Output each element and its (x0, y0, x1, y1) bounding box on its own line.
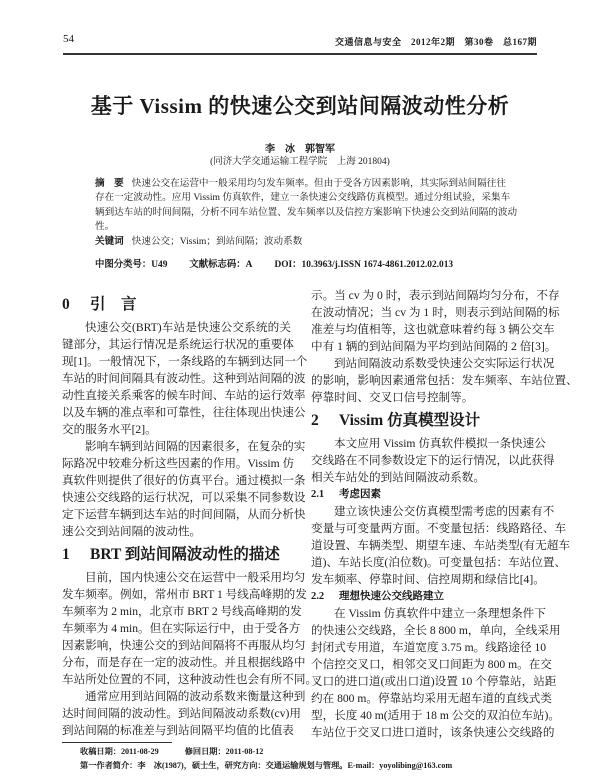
text-line: 在 Vissim 仿真软件中建立一条理想条件下 (334, 607, 546, 620)
received-date: 收稿日期：2011-08-29 (80, 747, 159, 756)
paragraph (311, 503, 570, 588)
section-number: 2.2 (311, 591, 325, 602)
author-bio: 第一作者简介：李 冰(1987)，硕士生，研究方向：交通运输规划与管理。E-mail：yoyolibing@163.com (80, 760, 453, 770)
text-line: 分布，而是存在一定的波动性。并且根据线路中 (62, 656, 306, 669)
abstract (95, 177, 518, 249)
text-line: 真软件则提供了很好的仿真平台。通过模拟一条 (62, 474, 306, 487)
journal-header: 交通信息与安全 2012年2期 第30卷 总167期 (334, 37, 537, 47)
text-line: 车站位于交叉口进口道时，该条快速公交线路的 (311, 726, 555, 739)
section-heading (62, 544, 291, 566)
text-line: 本文应用 Vissim 仿真软件模拟一条快速公 (334, 437, 546, 450)
text-line: 的快速公交线路，全长 8 800 m，单向，全线采用 (311, 624, 561, 637)
section-number: 1 (62, 546, 70, 563)
doc-code: 文献标志码：A (189, 260, 253, 270)
keywords (95, 235, 505, 249)
revised-date: 修回日期：2011-08-12 (184, 747, 264, 756)
text-line: 车站的时间间隔具有波动性。这种到站间隔的波 (62, 372, 306, 385)
section-heading (62, 294, 291, 316)
text-line: 以及车辆的准点率和可靠性，往往体现出快速公 (62, 406, 306, 419)
abstract-line: 辆到达车站的时间间隔，分析不同车站位置、发车频率以及信控方案影响下快速公交到站间隔的波动 (95, 206, 518, 218)
text-line: 示。当 cv 为 0 时，表示到站间隔均匀分布，不存 (311, 289, 560, 302)
section-number: 2 (311, 412, 319, 429)
text-line: 发车频率。例如，常州市 BRT 1 号线高峰期的发 (62, 588, 307, 601)
text-line: 快速公交(BRT)车站是快速公交系统的关 (85, 321, 291, 334)
text-line: 道设置、车辆类型、期望车速、车站类型(有无超车 (311, 539, 570, 552)
footnote-rule (62, 742, 172, 743)
abstract-line (95, 177, 505, 191)
paragraph (62, 319, 308, 438)
section-heading (311, 486, 540, 503)
paragraph (311, 435, 555, 486)
header-rule (63, 53, 537, 55)
text-line: 型，长度 40 m(适用于 18 m 公交的双泊位车站)。 (311, 709, 560, 722)
keywords-text: 快速公交；Vissim；到站间隔；波动系数 (131, 235, 303, 247)
text-line: 中有 1 辆的到站间隔为平均到站间隔的 2 倍[3]。 (311, 340, 557, 353)
text-line: 到站间隔波动系数受快速公交实际运行状况 (334, 357, 555, 370)
text-line: 车站所处位置的不同，这种波动性也会有所不同。 (62, 673, 318, 686)
text-line: 叉口的进口道(或出口道)设置 10 个停靠站，站距 (311, 675, 557, 688)
text-line: 快速公交线路的运行状况，可以采集不同参数设 (62, 491, 306, 504)
text-line: 道)、车站长度(泊位数)。可变量包括：车站位置、 (311, 556, 567, 569)
classification-info (95, 256, 475, 270)
page-number: 54 (63, 33, 74, 45)
text-line: 在波动情况；当 cv 为 1 时，则表示到站间隔的标 (311, 306, 560, 319)
section-title: 理想快速公交线路建立 (339, 591, 444, 602)
paragraph (62, 688, 306, 739)
footnote (80, 745, 452, 772)
section-heading (311, 410, 540, 432)
text-line: 交的服务水平[2]。 (62, 423, 157, 436)
text-line: 到站间隔的标准差与到站间隔平均值的比值表 (62, 724, 294, 737)
abstract-label: 摘 要 (95, 178, 124, 189)
text-line: 动性直接关系乘客的候车时间、车站的运行效率 (62, 389, 306, 402)
paragraph (311, 355, 578, 406)
text-line: 的影响，影响因素通常包括：发车频率、车站位置、 (311, 374, 578, 387)
text-line: 达时间间隔的波动性。到站间隔波动系数(cv)用 (62, 707, 301, 720)
abstract-line: 性。 (95, 221, 115, 233)
section-title: 考虑因素 (339, 489, 381, 500)
text-line: 影响车辆到站间隔的因素很多，在复杂的实 (85, 440, 306, 453)
keywords-label: 关键词 (95, 235, 124, 247)
text-line: 停靠时间、交叉口信号控制等。 (311, 391, 474, 404)
affiliation: (同济大学交通运输工程学院 上海 201804) (210, 157, 390, 167)
text-line: 约在 800 m。停靠站均采用无超车道的直线式类 (311, 692, 552, 705)
text-line: 相关车站处的到站间隔波动系数。 (311, 471, 485, 484)
paper-title: 基于 Vissim 的快速公交到站间隔波动性分析 (90, 94, 510, 118)
text-line: 速公交到站间隔的波动性。 (62, 525, 202, 538)
text-line: 定下运营车辆到达车站的时间间隔，从而分析快 (62, 508, 306, 521)
authors: 李 冰 郭智军 (265, 144, 335, 155)
abstract-line: 存在一定波动性。应用 Vissim 仿真软件，建立一条快速公交线路仿真模型。通过分组试验，采集车 (95, 192, 511, 204)
paragraph (62, 438, 306, 540)
text-line: 个信控交叉口，相邻交叉口间距为 800 m。在交 (311, 658, 552, 671)
text-line: 建立该快速公交仿真模型需考虑的因素有不 (334, 505, 555, 518)
section-title: Vissim 仿真模型设计 (339, 412, 481, 429)
text-line: 目前，国内快速公交在运营中一般采用均匀 (85, 571, 306, 584)
text-line: 准差与均值相等，这也就意味着约每 3 辆公交车 (311, 323, 555, 336)
text-line: 车频率为 2 min，北京市 BRT 2 号线高峰期的发 (62, 605, 302, 618)
text-line: 封闭式专用道，车道宽度 3.75 m。线路途径 10 (311, 641, 547, 654)
text-line: 现[1]。一般情况下，一条线路的车辆到达同一个 (62, 355, 308, 368)
text-line: 交线路在不同参数设定下的运行情况，以此获得 (311, 454, 555, 467)
paragraph (311, 287, 560, 355)
clc-number: 中图分类号：U49 (95, 260, 168, 270)
section-number: 2.1 (311, 489, 325, 500)
paragraph (311, 605, 561, 741)
text-line: 键部分，其运行情况是系统运行状况的重要体 (62, 338, 294, 351)
abstract-text: 快速公交在运营中一般采用均匀发车频率。但由于受各方因素影响，其实际到站间隔往往 (131, 178, 506, 189)
section-title: 引 言 (90, 296, 137, 313)
section-title: BRT 到站间隔波动性的描述 (90, 546, 280, 563)
section-heading (311, 588, 540, 605)
text-line: 通常应用到站间隔的波动系数来衡量这种到 (85, 690, 306, 703)
text-line: 变量与可变量两方面。不变量包括：线路路径、车 (311, 522, 567, 535)
text-line: 际路况中较难分析这些因素的作用。Vissim 仿 (62, 457, 295, 470)
text-line: 车频率为 4 min。但在实际运行中，由于受各方 (62, 622, 301, 635)
right-column (311, 287, 578, 741)
text-line: 因素影响，快速公交的到站间隔将不再服从均匀 (62, 639, 306, 652)
section-number: 0 (62, 296, 70, 313)
doi: DOI：10.3963/j.ISSN 1674-4861.2012.02.013 (274, 260, 454, 270)
text-line: 发车频率、停靠时间、信控周期和绿信比[4]。 (311, 573, 545, 586)
